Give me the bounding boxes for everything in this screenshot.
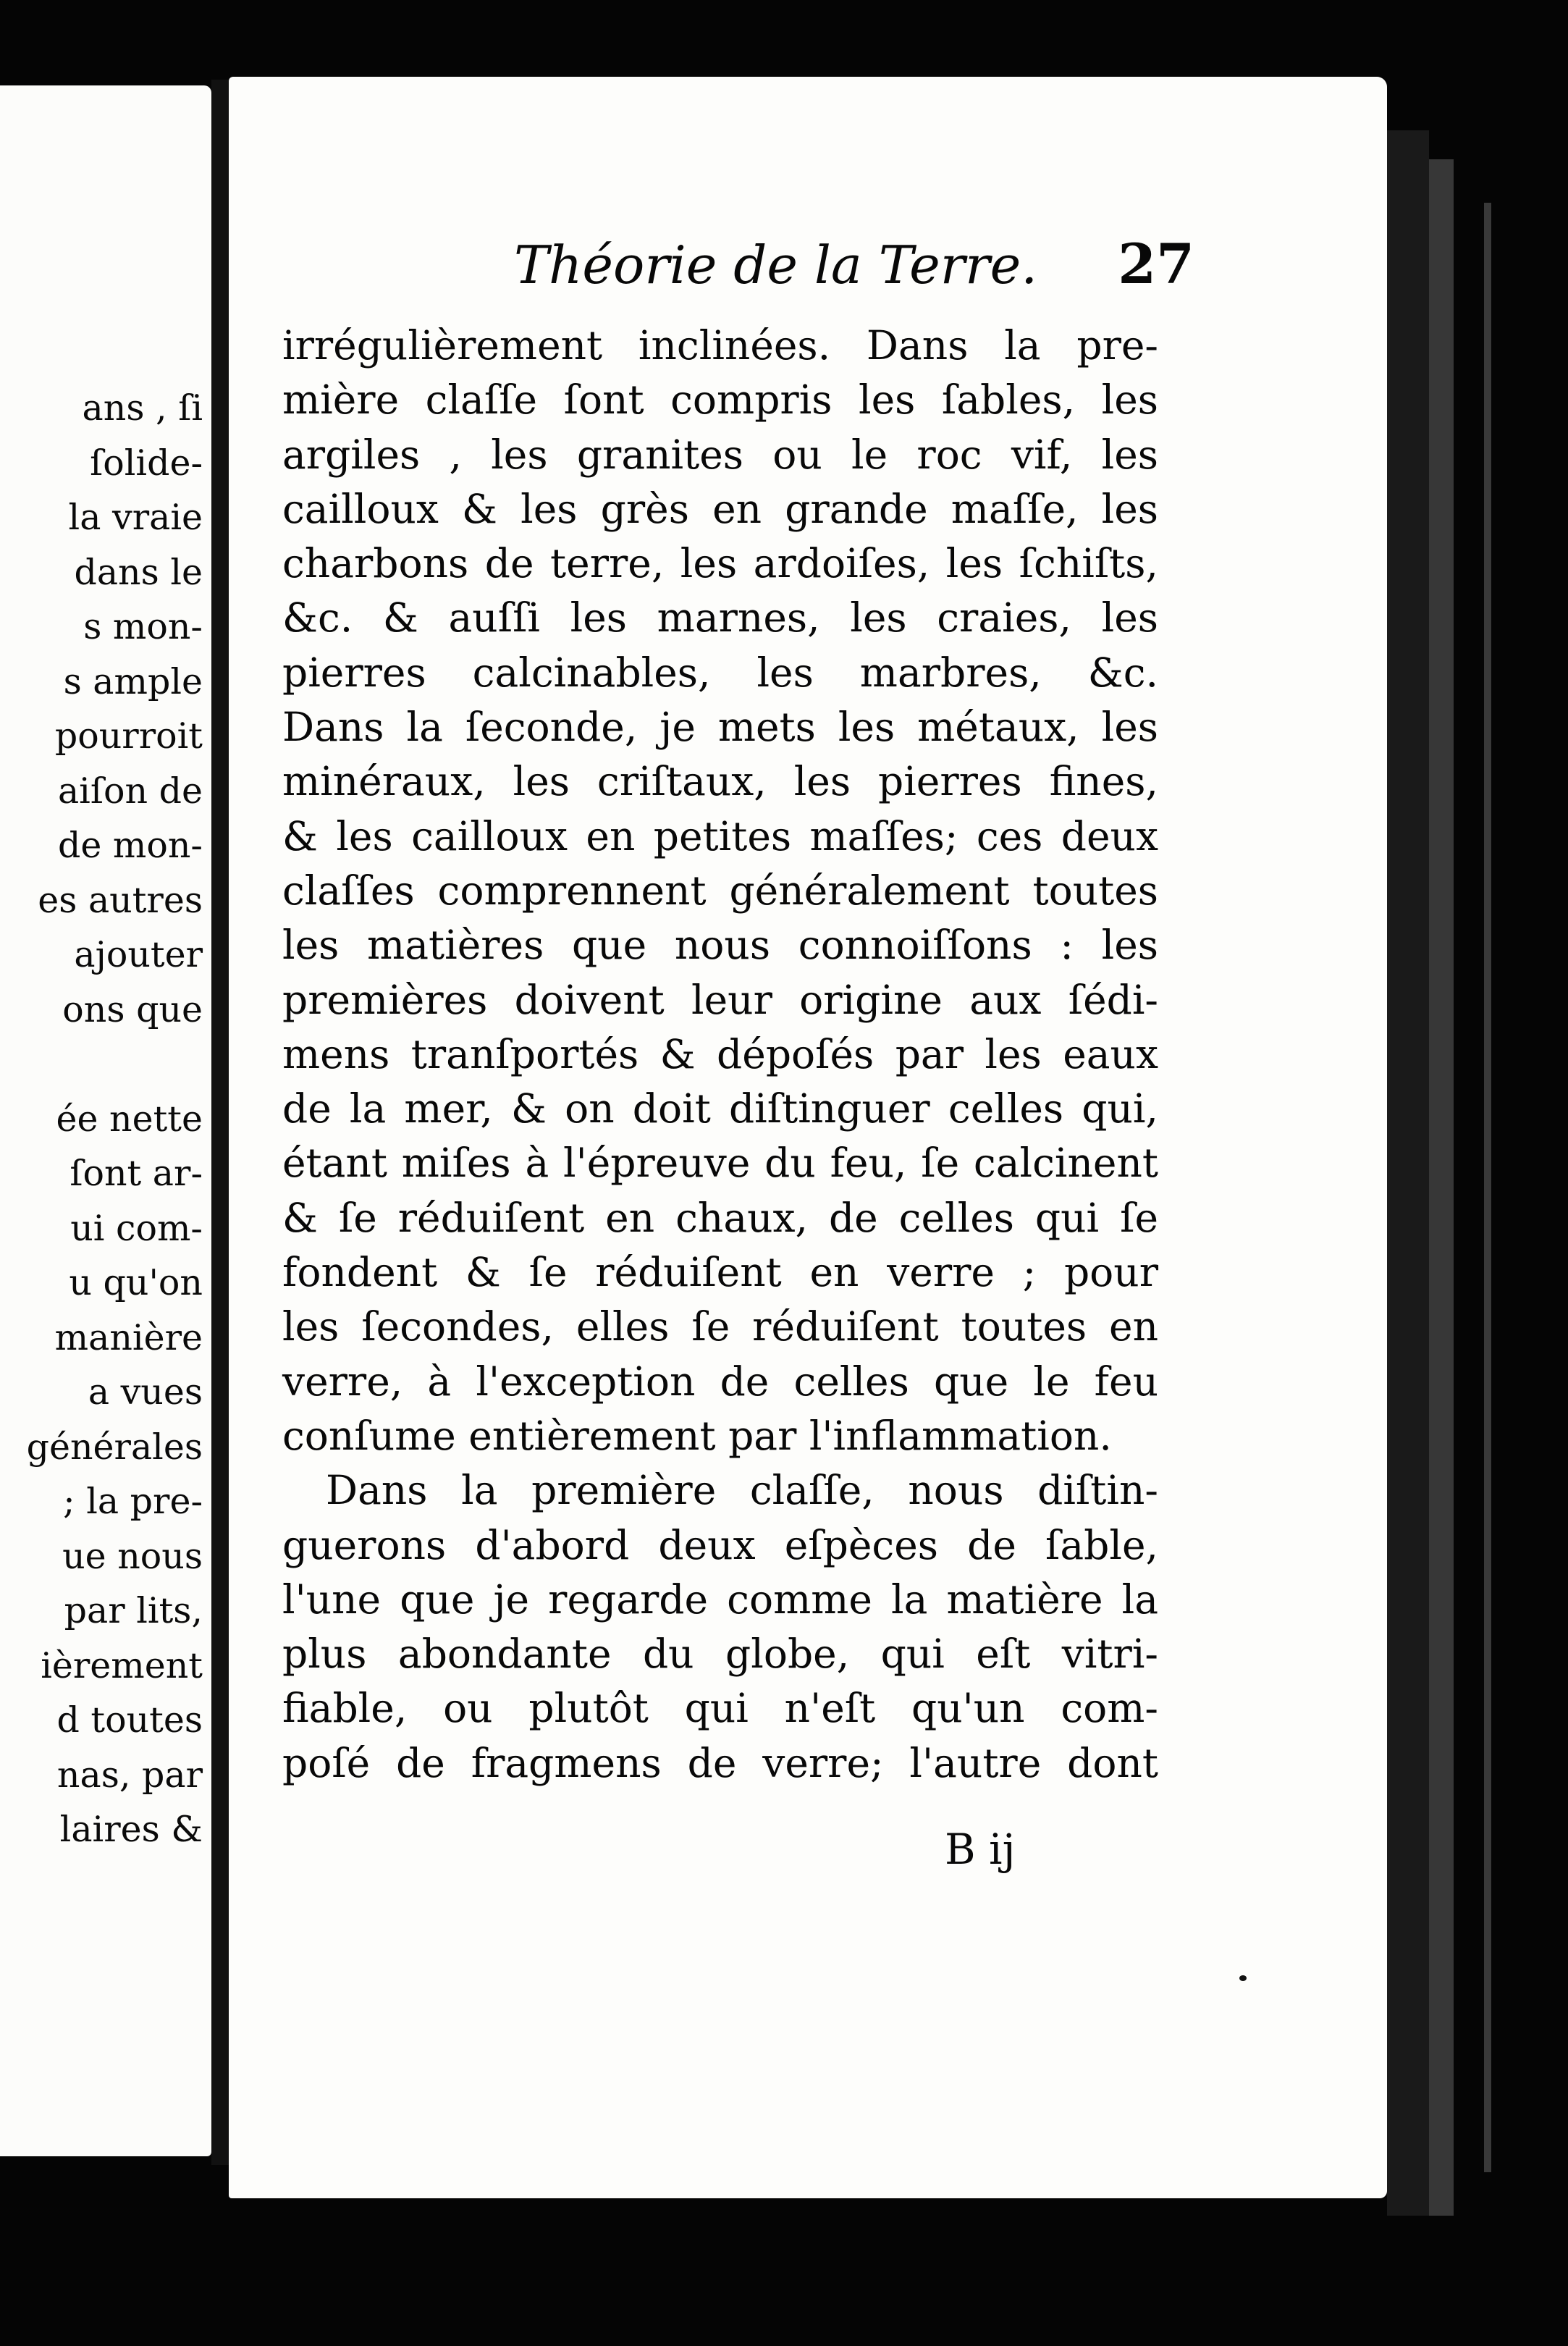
left-line: a vues: [88, 1371, 203, 1413]
text-line: plus abondante du globe, qui eſt vitri-: [282, 1631, 1158, 1678]
text-line: argiles , les granites ou le roc vif, les: [282, 431, 1158, 478]
left-line: ajouter: [74, 934, 203, 975]
left-line: ue nous: [62, 1535, 203, 1577]
left-line: ée nette: [56, 1098, 203, 1140]
text-line: fiable, ou plutôt qui n'eſt qu'un com-: [282, 1685, 1158, 1732]
text-line: conſume entièrement par l'inflammation.: [282, 1412, 1112, 1459]
text-line: Dans la première claſſe, nous diſtin-: [326, 1467, 1158, 1514]
text-line: & ſe réduiſent en chaux, de celles qui ſe: [282, 1194, 1158, 1241]
left-line: ons que: [62, 988, 203, 1030]
left-page-text: [0, 381, 203, 1857]
left-line: s mon-: [83, 606, 203, 647]
text-line: pierres calcinables, les marbres, &c.: [282, 649, 1158, 696]
left-line: générales: [26, 1426, 203, 1468]
left-line: ièrement: [41, 1644, 203, 1686]
left-line: ans , ſi: [82, 387, 203, 429]
page-number: 27: [1118, 232, 1194, 296]
left-line: par lits,: [64, 1590, 203, 1631]
text-line: claſſes comprennent généralement toutes: [282, 867, 1158, 914]
text-line: mière claſſe ſont compris les ſables, les: [282, 377, 1158, 424]
left-line: pourroit: [54, 715, 203, 757]
text-line: premières doivent leur origine aux ſédi-: [282, 976, 1158, 1023]
running-title: Théorie de la Terre.: [514, 235, 1038, 295]
left-line: d toutes: [56, 1699, 203, 1741]
left-line: de mon-: [57, 825, 203, 866]
left-line: ; la pre-: [63, 1481, 203, 1522]
left-line: la vraie: [68, 497, 203, 538]
left-line: ui com-: [70, 1207, 203, 1249]
signature-mark: B ij: [945, 1825, 1016, 1874]
text-line: & les cailloux en petites maſſes; ces deux: [282, 812, 1158, 859]
left-line: nas, par: [56, 1754, 203, 1796]
text-line: charbons de terre, les ardoiſes, les ſchiſts,: [282, 540, 1158, 587]
text-line: &c. & auſſi les marnes, les craies, les: [282, 594, 1158, 642]
left-line: [0, 1037, 203, 1092]
page-edge-highlight: [1429, 159, 1454, 2216]
left-line: aiſon de: [57, 770, 203, 812]
text-line: l'une que je regarde comme la matière la: [282, 1576, 1158, 1623]
text-line: les ſecondes, elles ſe réduiſent toutes en: [282, 1303, 1158, 1350]
text-line: mens tranſportés & dépoſés par les eaux: [282, 1030, 1158, 1077]
left-line: u qu'on: [69, 1262, 203, 1303]
ink-speck: [1239, 1975, 1247, 1981]
text-line: les matières que nous connoiſſons : les: [282, 922, 1158, 969]
text-line: de la mer, & on doit diſtinguer celles qui,: [282, 1085, 1158, 1132]
text-line: minéraux, les criſtaux, les pierres fines,: [282, 758, 1158, 805]
book-spine: [211, 80, 229, 2165]
text-line: verre, à l'exception de celles que le feu: [282, 1358, 1158, 1405]
text-line: cailloux & les grès en grande maſſe, les: [282, 485, 1158, 532]
left-line: dans le: [74, 551, 203, 593]
left-line: laires &: [59, 1809, 203, 1850]
running-head: [282, 232, 1194, 296]
left-line: ſont ar-: [69, 1153, 203, 1194]
left-line: manière: [54, 1316, 203, 1358]
text-line: guerons d'abord deux eſpèces de ſable,: [282, 1521, 1158, 1568]
text-line: Dans la ſeconde, je mets les métaux, les: [282, 704, 1158, 751]
left-line: es autres: [38, 879, 203, 921]
left-line: s ample: [63, 660, 203, 702]
page-edge-line: [1484, 203, 1491, 2172]
text-line: étant miſes à l'épreuve du feu, ſe calcinent: [282, 1140, 1158, 1187]
text-line: irrégulièrement inclinées. Dans la pre-: [282, 322, 1158, 369]
text-line: fondent & ſe réduiſent en verre ; pour: [282, 1249, 1158, 1296]
left-page: [0, 85, 211, 2156]
left-line: ſolide-: [90, 442, 203, 484]
page-edges: [1387, 130, 1429, 2216]
text-line: poſé de fragmens de verre; l'autre dont: [282, 1739, 1158, 1786]
body-text: [282, 319, 1158, 1791]
